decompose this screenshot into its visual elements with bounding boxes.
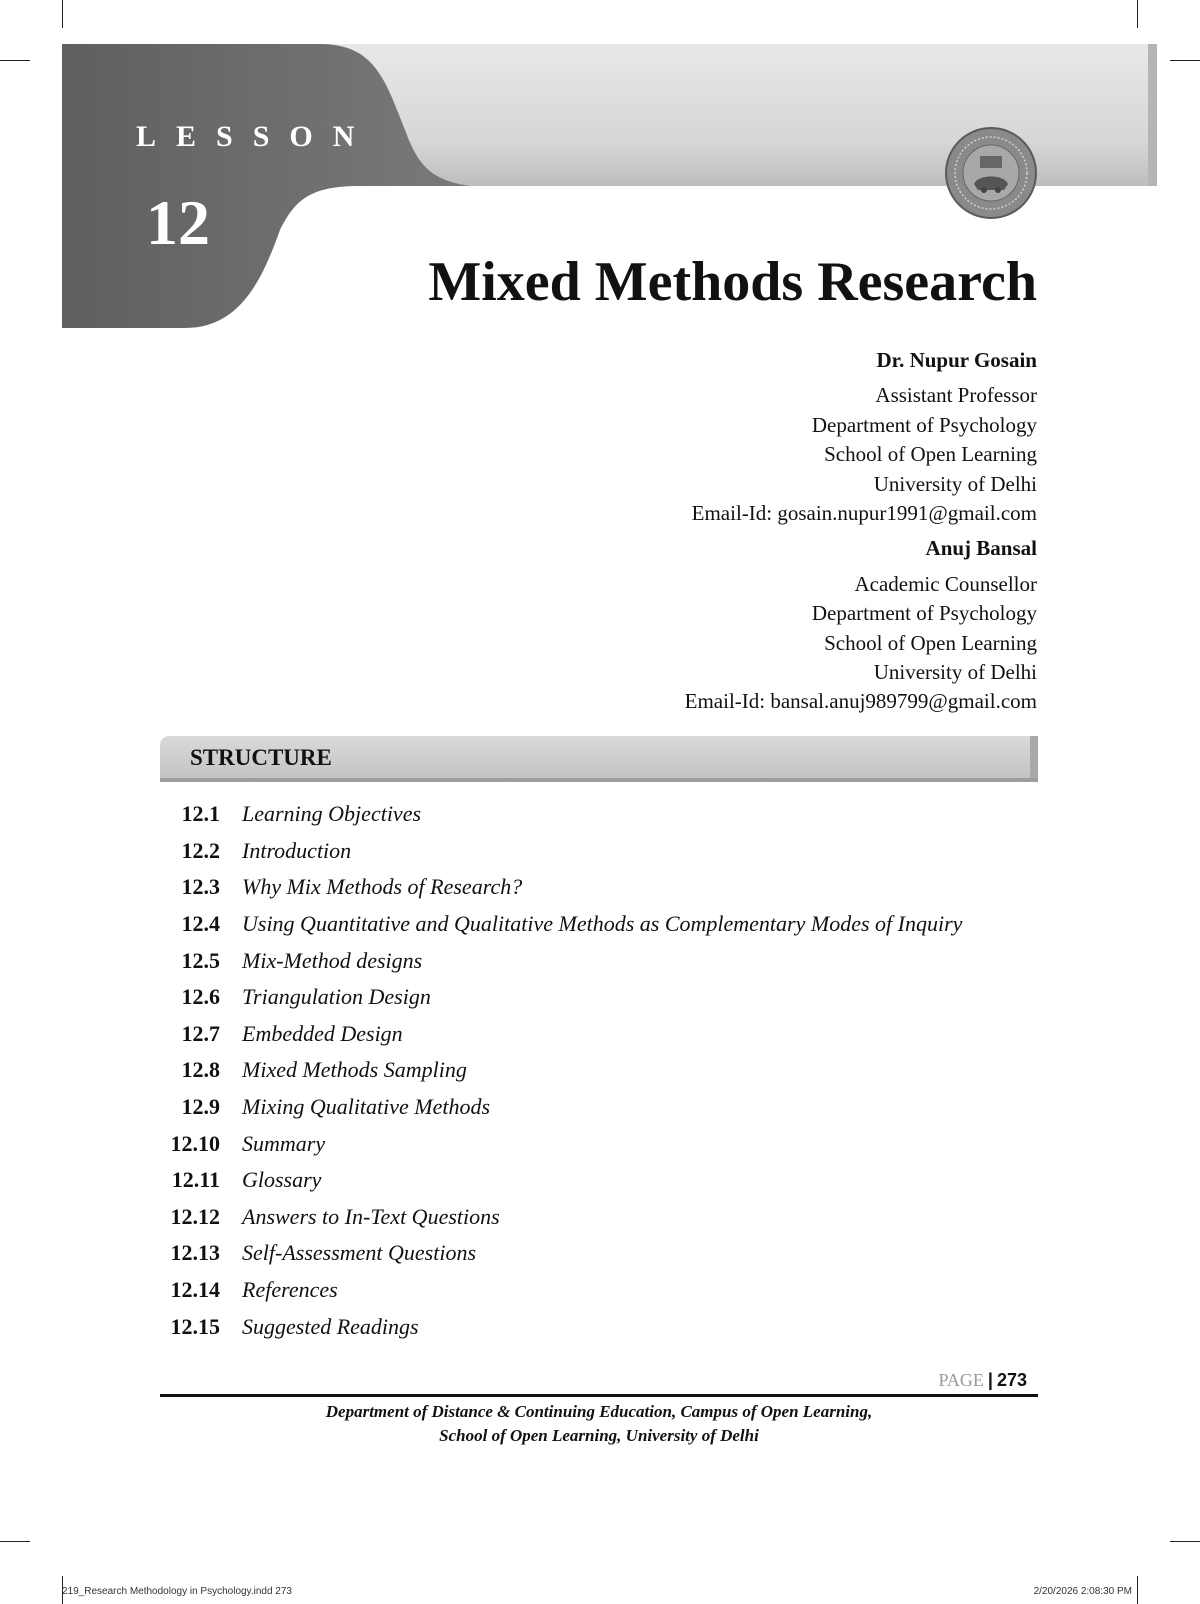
toc-title: Using Quantitative and Qualitative Methods as Complementary Modes of Inquiry [242,911,963,937]
toc-title: Mixed Methods Sampling [242,1057,467,1083]
toc-item[interactable] [150,796,1050,833]
toc-number: 12.12 [170,1203,220,1229]
toc-item[interactable] [150,1272,1050,1309]
toc-item[interactable] [150,1125,1050,1162]
author-credits [437,346,1037,723]
toc-title: Embedded Design [242,1020,403,1046]
crop-mark [1137,0,1138,28]
author-name: Anuj Bansal [925,536,1037,561]
crop-mark [0,1541,30,1542]
toc-item[interactable] [150,1089,1050,1126]
university-seal-icon [944,126,1038,220]
crop-mark [62,0,63,28]
footer-line-2: School of Open Learning, University of Delhi [439,1426,759,1445]
author-email: Email-Id: bansal.anuj989799@gmail.com [684,689,1037,714]
toc-number: 12.4 [181,911,220,937]
toc-item[interactable] [150,979,1050,1016]
toc-number: 12.10 [170,1130,220,1156]
toc-number: 12.2 [181,837,220,863]
structure-heading: STRUCTURE [190,745,332,770]
toc-title: Why Mix Methods of Research? [242,874,523,900]
toc-item[interactable] [150,942,1050,979]
author-2 [437,534,1037,716]
page-number: 273 [996,1370,1027,1390]
author-1 [437,346,1037,528]
toc-title: Introduction [242,837,352,863]
page-separator: | [987,1370,993,1390]
toc-title: Suggested Readings [242,1313,419,1339]
toc-item[interactable] [150,1052,1050,1089]
author-line: Academic Counsellor [854,571,1037,596]
crop-mark [1137,1576,1138,1604]
author-line: Department of Psychology [811,601,1037,626]
toc-number: 12.7 [181,1020,220,1046]
toc-item[interactable] [150,869,1050,906]
page-word: PAGE [938,1370,984,1390]
toc-item[interactable] [150,833,1050,870]
toc-number: 12.14 [170,1277,220,1303]
toc-title: Summary [242,1130,326,1156]
toc-title: References [242,1277,338,1303]
toc-item[interactable] [150,1235,1050,1272]
table-of-contents [150,796,1050,1345]
toc-title: Answers to In-Text Questions [242,1203,500,1229]
author-line: School of Open Learning [824,630,1037,655]
author-line: Department of Psychology [811,412,1037,437]
lesson-label: LESSON [136,120,375,153]
toc-title: Mix-Method designs [242,947,423,973]
print-slug-timestamp: 2/20/2026 2:08:30 PM [1033,1586,1132,1597]
toc-number: 12.15 [170,1313,220,1339]
toc-title: Learning Objectives [242,801,422,827]
toc-item[interactable] [150,1162,1050,1199]
toc-number: 12.1 [181,801,220,827]
author-line: Assistant Professor [875,383,1037,408]
print-slug-filename: 219_Research Methodology in Psychology.indd 273 [62,1586,292,1597]
page-number-box [939,1370,1027,1391]
toc-number: 12.8 [181,1057,220,1083]
toc-item[interactable] [150,906,1050,943]
crop-mark [1170,1541,1200,1542]
toc-number: 12.5 [181,947,220,973]
page-title: Mixed Methods Research [428,251,1037,313]
toc-number: 12.9 [181,1094,220,1120]
toc-number: 12.3 [181,874,220,900]
footer-rule [160,1394,1038,1397]
toc-title: Self-Assessment Questions [242,1240,477,1266]
toc-number: 12.11 [171,1167,220,1193]
author-line: School of Open Learning [824,442,1037,467]
toc-title: Glossary [242,1167,322,1193]
toc-title: Triangulation Design [242,984,431,1010]
toc-item[interactable] [150,1199,1050,1236]
toc-number: 12.6 [181,984,220,1010]
author-name: Dr. Nupur Gosain [876,348,1037,372]
toc-item[interactable] [150,1016,1050,1053]
author-line: University of Delhi [873,660,1037,685]
author-email: Email-Id: gosain.nupur1991@gmail.com [691,501,1037,526]
page-footer [160,1400,1038,1448]
toc-number: 12.13 [170,1240,220,1266]
footer-line-1: Department of Distance & Continuing Education, Campus of Open Learning, [325,1402,873,1421]
author-line: University of Delhi [873,471,1037,496]
toc-item[interactable] [150,1308,1050,1345]
lesson-number: 12 [146,187,210,258]
toc-title: Mixing Qualitative Methods [242,1094,491,1120]
